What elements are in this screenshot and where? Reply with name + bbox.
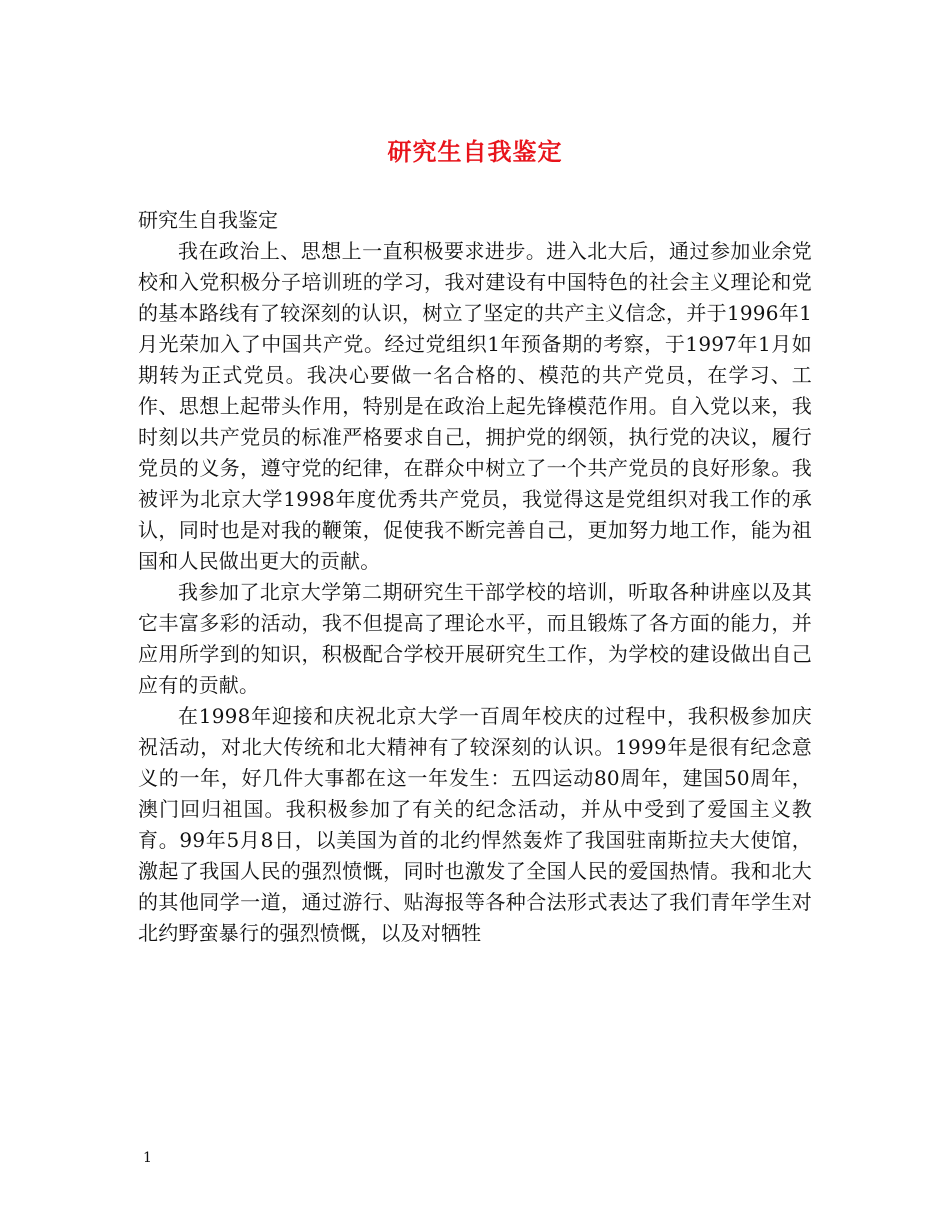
paragraph-cadre-training: 我参加了北京大学第二期研究生干部学校的培训，听取各种讲座以及其它丰富多彩的活动，我不但提高了理论水平，而且锻炼了各方面的能力，并应用所学到的知识，积极配合学校开展研究生工作，为学校的建设做出自己应有的贡献。 — [138, 580, 812, 697]
document-title: 研究生自我鉴定 — [387, 137, 563, 166]
paragraph-anniversary-events: 在1998年迎接和庆祝北京大学一百周年校庆的过程中，我积极参加庆祝活动，对北大传统和北大精神有了较深刻的认识。1999年是很有纪念意义的一年，好几件大事都在这一年发生：五四运动80周年，建国50周年，澳门回归祖国。我积极参加了有关的纪念活动，并从中受到了爱国主义教育。99年5月8日，以美国为首的北约悍然轰炸了我国驻南斯拉夫大使馆，激起了我国人民的强烈愤慨，同时也激发了全国人民的爱国热情。我和北大的其他同学一道，通过游行、贴海报等各种合法形式表达了我们青年学生对北约野蛮暴行的强烈愤慨，以及对牺牲 — [138, 704, 812, 945]
document-body — [138, 205, 812, 949]
paragraph-party-membership: 我在政治上、思想上一直积极要求进步。进入北大后，通过参加业余党校和入党积极分子培训班的学习，我对建设有中国特色的社会主义理论和党的基本路线有了较深刻的认识，树立了坚定的共产主义信念，并于1996年1月光荣加入了中国共产党。经过党组织1年预备期的考察，于1997年1月如期转为正式党员。我决心要做一名合格的、模范的共产党员，在学习、工作、思想上起带头作用，特别是在政治上起先锋模范作用。自入党以来，我时刻以共产党员的标准严格要求自己，拥护党的纲领，执行党的决议，履行党员的义务，遵守党的纪律，在群众中树立了一个共产党员的良好形象。我被评为北京大学1998年度优秀共产党员，我觉得这是党组织对我工作的承认，同时也是对我的鞭策，促使我不断完善自己，更加努力地工作，能为祖国和人民做出更大的贡献。 — [138, 239, 812, 573]
page-number: 1 — [143, 1150, 152, 1166]
document-subtitle: 研究生自我鉴定 — [138, 208, 278, 232]
